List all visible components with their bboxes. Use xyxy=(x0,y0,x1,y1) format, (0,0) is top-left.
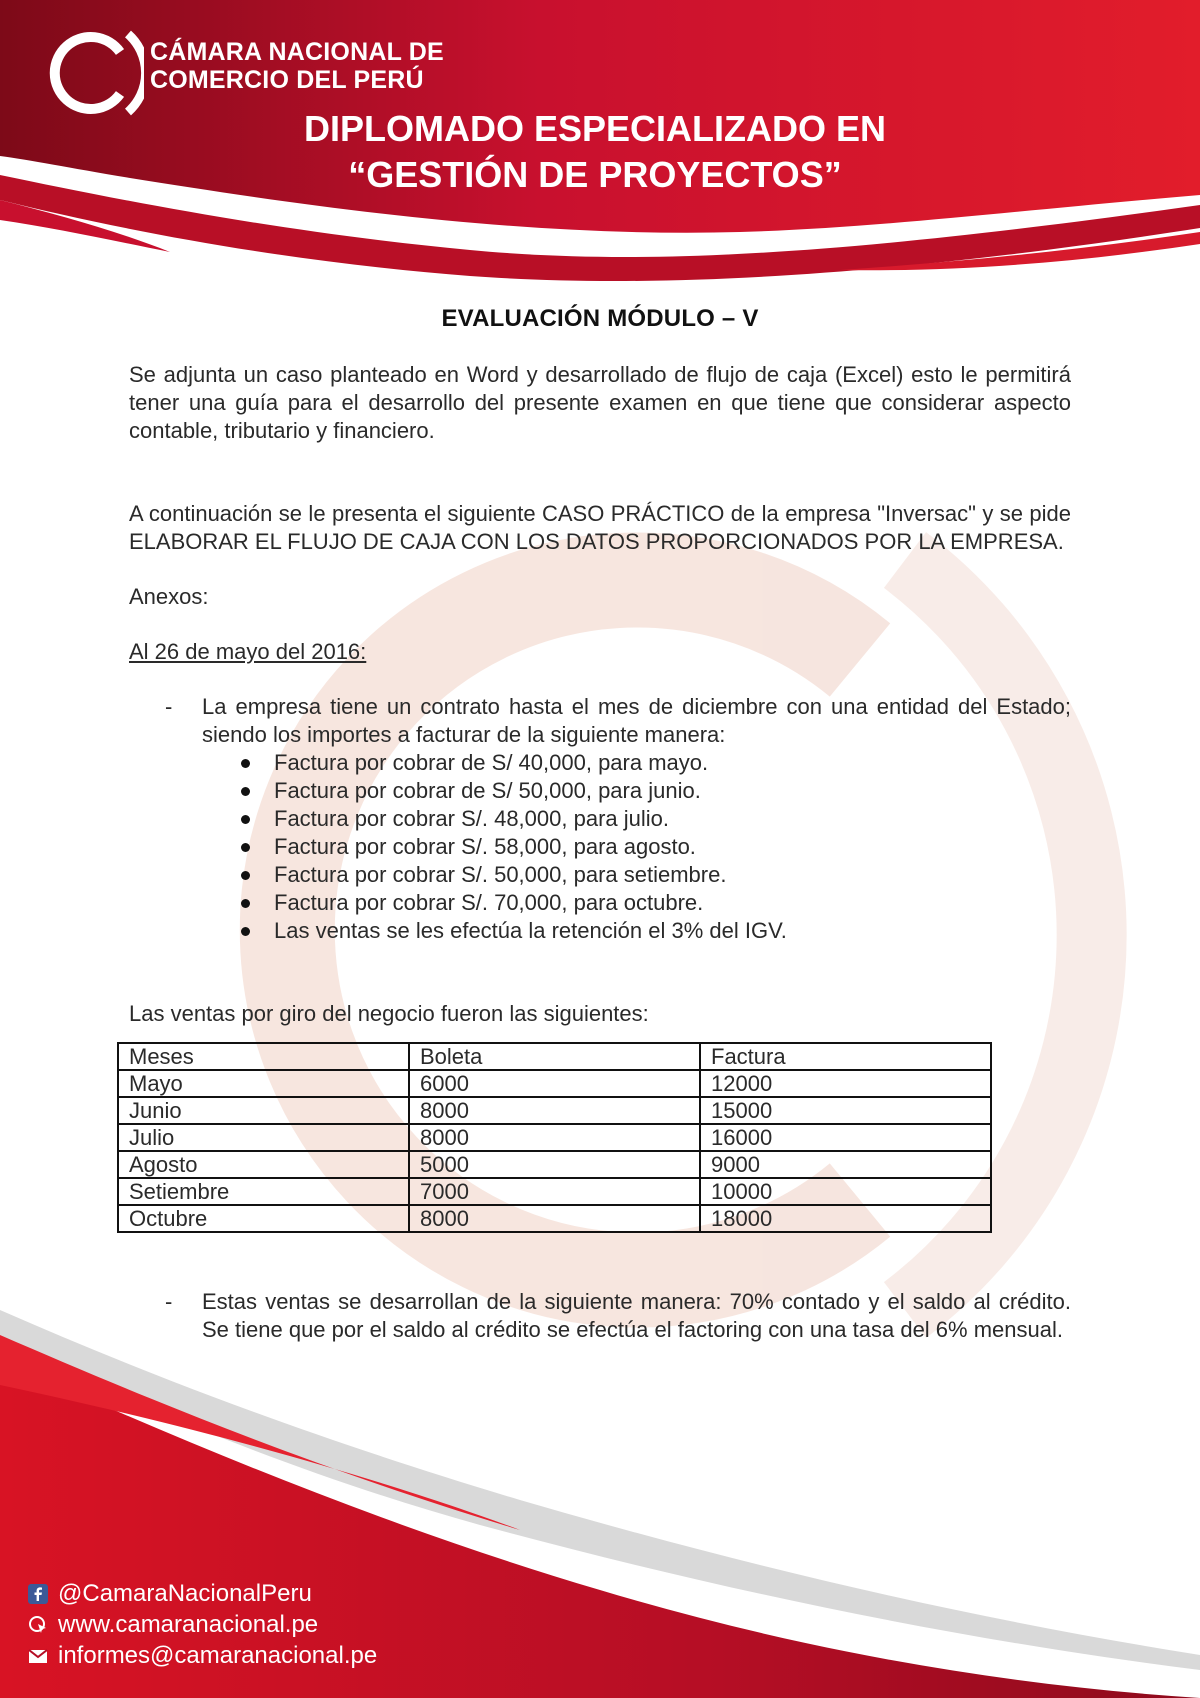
org-name-line2: COMERCIO DEL PERÚ xyxy=(150,66,424,94)
table-header: Factura xyxy=(700,1043,991,1070)
sales-table xyxy=(117,1042,992,1233)
list-item xyxy=(274,917,1071,945)
list-item xyxy=(274,861,1071,889)
mail-icon xyxy=(28,1646,48,1666)
table-cell: 5000 xyxy=(409,1151,700,1178)
table-header-row xyxy=(118,1043,991,1070)
diploma-title xyxy=(270,106,920,198)
diploma-title-line1: DIPLOMADO ESPECIALIZADO EN xyxy=(303,108,887,149)
table-cell: 8000 xyxy=(409,1124,700,1151)
factoring-text: Estas ventas se desarrollan de la siguiente manera: 70% contado y el saldo al crédito. Se tiene que por el saldo al crédito se efectúa el factoring con una tasa del 6% mensual. xyxy=(202,1289,1071,1342)
invoice-text: Factura por cobrar S/. 48,000, para julio. xyxy=(274,806,669,831)
bullet-icon xyxy=(241,815,250,824)
contract-item xyxy=(129,693,1071,749)
invoice-text: Factura por cobrar de S/ 40,000, para mayo. xyxy=(274,750,709,775)
bullet-icon xyxy=(241,871,250,880)
annexes-label: Anexos: xyxy=(129,584,209,609)
retention-list xyxy=(129,917,1071,945)
bullet-icon xyxy=(241,843,250,852)
dash-marker: - xyxy=(165,694,173,719)
camara-logo-icon xyxy=(28,22,144,122)
table-cell: 8000 xyxy=(409,1097,700,1124)
table-cell: Octubre xyxy=(118,1205,409,1232)
website-url: www.camaranacional.pe xyxy=(58,1611,319,1638)
table-cell: 18000 xyxy=(700,1205,991,1232)
retention-text: Las ventas se les efectúa la retención el 3% del IGV. xyxy=(274,918,787,943)
case-intro-paragraph: A continuación se le presenta el siguiente CASO PRÁCTICO de la empresa "Inversac" y se pide ELABORAR EL FLUJO DE CAJA CON LOS DATOS PROPORCIONADOS POR LA EMPRESA. xyxy=(129,501,1071,554)
invoice-text: Factura por cobrar S/. 70,000, para octubre. xyxy=(274,890,704,915)
facebook-link[interactable] xyxy=(28,1578,377,1609)
page-title: EVALUACIÓN MÓDULO – V xyxy=(441,305,759,332)
bullet-icon xyxy=(241,927,250,936)
table-cell: Junio xyxy=(118,1097,409,1124)
bullet-icon xyxy=(241,759,250,768)
contact-footer xyxy=(28,1578,377,1671)
invoice-text: Factura por cobrar S/. 50,000, para setiembre. xyxy=(274,862,727,887)
list-item xyxy=(274,749,1071,777)
table-row xyxy=(118,1178,991,1205)
table-cell: Mayo xyxy=(118,1070,409,1097)
list-item xyxy=(274,777,1071,805)
facebook-handle: @CamaraNacionalPeru xyxy=(58,1580,312,1607)
table-row xyxy=(118,1151,991,1178)
email-link[interactable] xyxy=(28,1640,377,1671)
diploma-title-line2: “GESTIÓN DE PROYECTOS” xyxy=(348,154,842,195)
table-cell: 9000 xyxy=(700,1151,991,1178)
website-link[interactable] xyxy=(28,1609,377,1640)
table-row xyxy=(118,1124,991,1151)
table-cell: 8000 xyxy=(409,1205,700,1232)
invoice-text: Factura por cobrar de S/ 50,000, para junio. xyxy=(274,778,701,803)
table-row xyxy=(118,1070,991,1097)
invoice-list xyxy=(129,749,1071,917)
contract-text: La empresa tiene un contrato hasta el mes de diciembre con una entidad del Estado; siendo los importes a facturar de la siguiente manera: xyxy=(202,694,1071,747)
table-cell: 10000 xyxy=(700,1178,991,1205)
table-row xyxy=(118,1097,991,1124)
invoice-text: Factura por cobrar S/. 58,000, para agosto. xyxy=(274,834,696,859)
factoring-item xyxy=(129,1288,1071,1344)
organization-name xyxy=(150,38,444,94)
table-cell: Setiembre xyxy=(118,1178,409,1205)
table-row xyxy=(118,1205,991,1232)
bullet-icon xyxy=(241,787,250,796)
document-body xyxy=(129,305,1071,1344)
table-cell: Julio xyxy=(118,1124,409,1151)
table-header: Meses xyxy=(118,1043,409,1070)
table-cell: 16000 xyxy=(700,1124,991,1151)
intro-paragraph: Se adjunta un caso planteado en Word y desarrollado de flujo de caja (Excel) esto le permitirá tener una guía para el desarrollo del presente examen en que tiene que considerar aspecto contable, tributario y financiero. xyxy=(129,362,1071,443)
org-name-line1: CÁMARA NACIONAL DE xyxy=(150,38,444,66)
list-item xyxy=(274,805,1071,833)
facebook-icon xyxy=(28,1584,48,1604)
web-cursor-icon xyxy=(28,1615,48,1635)
bullet-icon xyxy=(241,899,250,908)
table-cell: 7000 xyxy=(409,1178,700,1205)
list-item xyxy=(274,833,1071,861)
table-cell: Agosto xyxy=(118,1151,409,1178)
table-header: Boleta xyxy=(409,1043,700,1070)
table-cell: 15000 xyxy=(700,1097,991,1124)
email-address: informes@camaranacional.pe xyxy=(58,1642,378,1669)
list-item xyxy=(274,889,1071,917)
table-cell: 12000 xyxy=(700,1070,991,1097)
table-cell: 6000 xyxy=(409,1070,700,1097)
date-label: Al 26 de mayo del 2016: xyxy=(129,639,367,664)
sales-intro: Las ventas por giro del negocio fueron las siguientes: xyxy=(129,1001,649,1026)
dash-marker: - xyxy=(165,1289,173,1314)
